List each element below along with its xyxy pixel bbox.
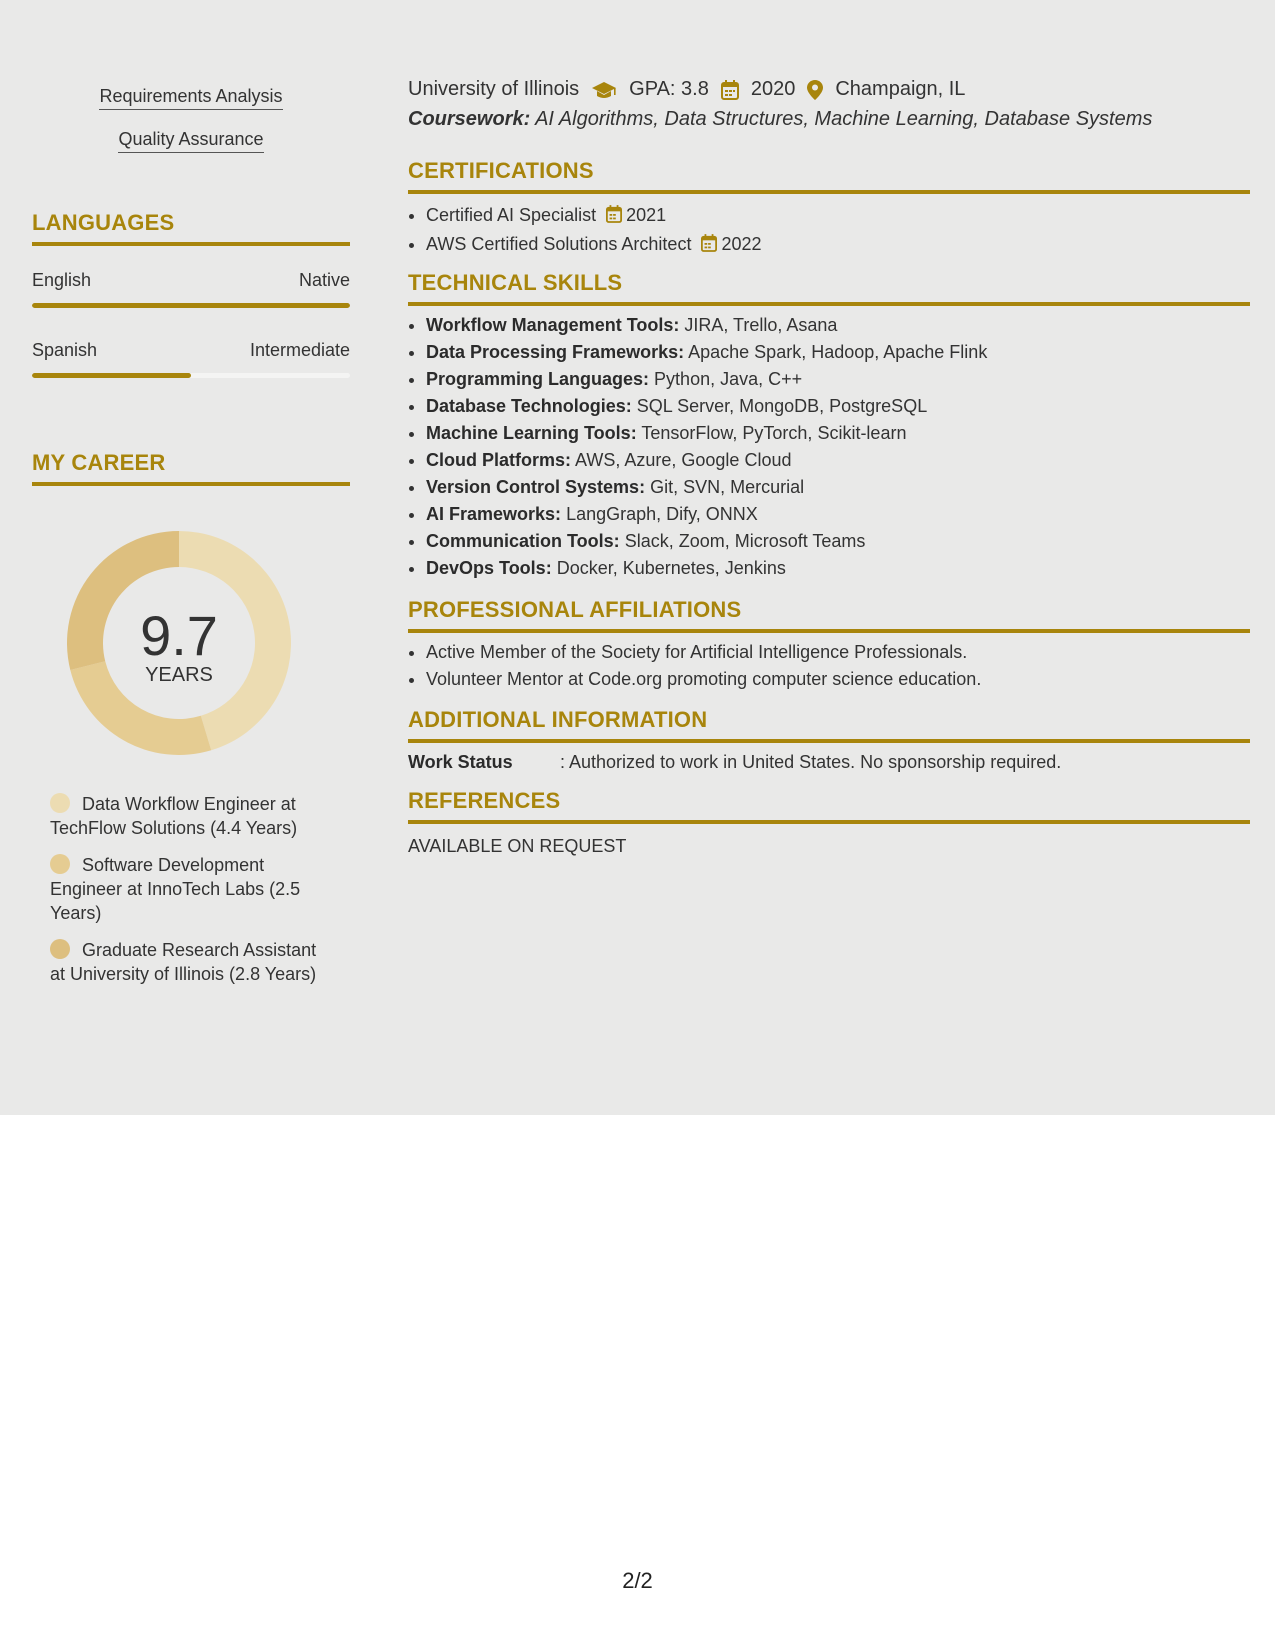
languages-title: LANGUAGES — [32, 210, 175, 235]
skill-label: Workflow Management Tools: — [426, 315, 680, 335]
skill-item — [426, 501, 1250, 528]
affiliation-item: • Volunteer Mentor at Code.org promoting computer science education. — [426, 666, 1250, 693]
location-pin-icon — [807, 80, 823, 100]
skill-label: Communication Tools: — [426, 531, 620, 551]
school-name: University of Illinois — [408, 78, 580, 100]
certification-name: AWS Certified Solutions Architect — [426, 234, 692, 254]
skill-label: Data Processing Frameworks: — [426, 342, 685, 362]
section-rule — [408, 629, 1250, 633]
certification-year: 2021 — [626, 205, 667, 225]
legend-item — [50, 853, 320, 925]
graduation-year: 2020 — [750, 78, 796, 100]
references-text: AVAILABLE ON REQUEST — [408, 836, 627, 856]
certification-name: Certified AI Specialist — [426, 205, 597, 225]
language-level: Intermediate — [249, 340, 350, 360]
coursework-label: Coursework: — [408, 108, 531, 130]
certification-item — [426, 202, 1250, 231]
language-bar-fill — [32, 373, 191, 378]
skill-item — [426, 339, 1250, 366]
skill-label: Programming Languages: — [426, 369, 650, 389]
graduation-cap-icon — [591, 80, 617, 100]
education-line — [408, 78, 965, 101]
certification-year: 2022 — [721, 234, 762, 254]
skill-item — [426, 312, 1250, 339]
language-bar — [32, 303, 350, 308]
skill-label: Version Control Systems: — [426, 477, 646, 497]
skill-item — [426, 366, 1250, 393]
skill-value: Apache Spark, Hadoop, Apache Flink — [688, 342, 988, 362]
legend-label: Graduate Research Assistant at University of Illinois (2.8 Years) — [50, 940, 317, 984]
language-bar-fill — [32, 303, 350, 308]
legend-dot — [50, 793, 70, 813]
legend-label: Software Development Engineer at InnoTech Labs (2.5 Years) — [50, 855, 301, 923]
skill-value: JIRA, Trello, Asana — [684, 315, 838, 335]
skill-item — [426, 393, 1250, 420]
skill-tag: Requirements Analysis — [99, 86, 282, 110]
skill-value: Docker, Kubernetes, Jenkins — [556, 558, 786, 578]
section-rule — [408, 820, 1250, 824]
coursework — [408, 108, 1152, 131]
skill-label: Database Technologies: — [426, 396, 632, 416]
skill-item — [426, 555, 1250, 582]
skill-label: Cloud Platforms: — [426, 450, 572, 470]
career-total: 9.7 — [140, 604, 218, 667]
section-rule — [408, 739, 1250, 743]
affiliations-section — [408, 597, 1250, 693]
location: Champaign, IL — [835, 78, 966, 100]
calendar-icon — [721, 80, 739, 100]
affiliations-title: PROFESSIONAL AFFILIATIONS — [408, 597, 742, 622]
gpa: GPA: 3.8 — [629, 78, 709, 100]
languages-section — [32, 210, 350, 378]
language-item — [32, 340, 350, 378]
additional-title: ADDITIONAL INFORMATION — [408, 707, 708, 732]
references-section — [408, 788, 1250, 857]
section-rule — [32, 482, 350, 486]
certifications-section — [408, 158, 1250, 260]
skill-value: Slack, Zoom, Microsoft Teams — [624, 531, 866, 551]
skill-value: Git, SVN, Mercurial — [650, 477, 805, 497]
skill-tag: Quality Assurance — [118, 129, 263, 153]
section-rule — [32, 242, 350, 246]
skill-label: Machine Learning Tools: — [426, 423, 637, 443]
language-name: English — [32, 270, 92, 290]
additional-info-section — [408, 707, 1250, 773]
skill-item — [426, 447, 1250, 474]
skill-label: DevOps Tools: — [426, 558, 552, 578]
skill-item — [426, 420, 1250, 447]
calendar-icon — [701, 233, 717, 260]
technical-skills-section — [408, 270, 1250, 582]
career-section — [32, 450, 350, 486]
career-legend — [50, 792, 320, 999]
skill-value: AWS, Azure, Google Cloud — [575, 450, 792, 470]
skill-tags — [32, 86, 350, 172]
legend-item — [50, 938, 320, 986]
legend-item — [50, 792, 320, 840]
skill-value: LangGraph, Dify, ONNX — [566, 504, 758, 524]
skill-value: Python, Java, C++ — [654, 369, 803, 389]
career-donut-chart — [64, 528, 294, 758]
language-name: Spanish — [32, 340, 98, 360]
skill-item — [426, 528, 1250, 555]
affiliation-item: • Active Member of the Society for Artificial Intelligence Professionals. — [426, 639, 1250, 666]
section-rule — [408, 190, 1250, 194]
skills-title: TECHNICAL SKILLS — [408, 270, 623, 295]
legend-dot — [50, 854, 70, 874]
skill-label: AI Frameworks: — [426, 504, 562, 524]
legend-label: Data Workflow Engineer at TechFlow Solutions (4.4 Years) — [50, 794, 298, 838]
work-status-row — [408, 752, 1250, 773]
references-title: REFERENCES — [408, 788, 561, 813]
certification-item — [426, 231, 1250, 260]
language-item — [32, 270, 350, 308]
calendar-icon — [606, 204, 622, 231]
legend-dot — [50, 939, 70, 959]
language-level: Native — [298, 270, 350, 290]
skill-value: SQL Server, MongoDB, PostgreSQL — [636, 396, 928, 416]
coursework-value: AI Algorithms, Data Structures, Machine Learning, Database Systems — [535, 108, 1153, 130]
section-rule — [408, 302, 1250, 306]
work-status-label: Work Status — [408, 752, 513, 772]
work-status-value: : Authorized to work in United States. No sponsorship required. — [560, 752, 1062, 772]
page-number: 2/2 — [622, 1568, 653, 1593]
career-title: MY CAREER — [32, 450, 166, 475]
skill-value: TensorFlow, PyTorch, Scikit-learn — [641, 423, 907, 443]
language-bar — [32, 373, 350, 378]
career-unit: YEARS — [145, 664, 213, 686]
certifications-title: CERTIFICATIONS — [408, 158, 594, 183]
skill-item — [426, 474, 1250, 501]
